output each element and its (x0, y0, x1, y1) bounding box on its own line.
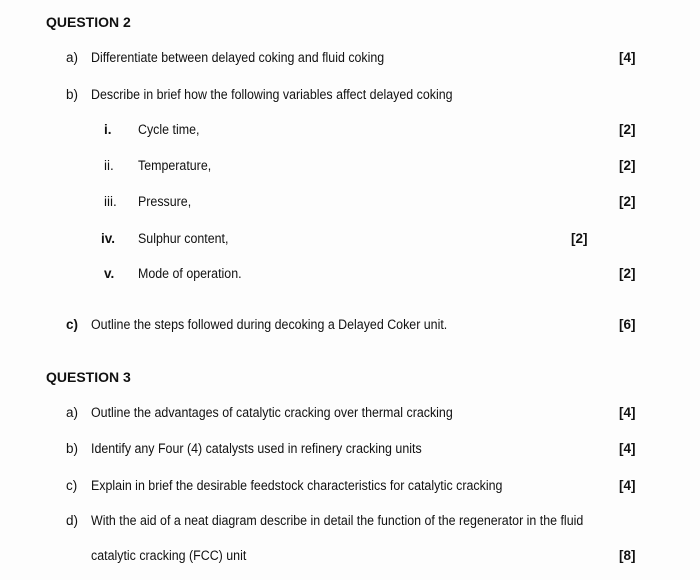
q2b-iii-marks: [2] (619, 194, 636, 209)
q2b-iv-marks: [2] (571, 231, 588, 246)
q2b-i-marks: [2] (619, 122, 636, 137)
q2c-label: c) (66, 317, 79, 332)
q2c-text: Outline the steps followed during decoking a Delayed Coker unit. (91, 317, 448, 332)
q3c-label: c) (66, 478, 78, 493)
q3d-marks: [8] (619, 548, 636, 563)
q3a-marks: [4] (619, 405, 636, 420)
q2b-label: b) (66, 87, 79, 102)
q2b-ii-marks: [2] (619, 158, 636, 173)
q3a-text: Outline the advantages of catalytic cracking over thermal cracking (91, 405, 453, 420)
question-2-heading: QUESTION 2 (46, 14, 131, 30)
q3c-marks: [4] (619, 478, 636, 493)
q2b-ii-numeral: ii. (104, 158, 114, 173)
q2b-i-text: Cycle time, (138, 122, 200, 137)
q3d-text-line2: catalytic cracking (FCC) unit (91, 548, 247, 563)
q2a-text: Differentiate between delayed coking and fluid coking (91, 50, 385, 65)
q2c-marks: [6] (619, 317, 636, 332)
q2b-iv-text: Sulphur content, (138, 231, 229, 246)
q2b-iii-numeral: iii. (104, 194, 117, 209)
q3d-text-line1: With the aid of a neat diagram describe in detail the function of the regenerator in the fluid (91, 513, 584, 528)
q3b-marks: [4] (619, 441, 636, 456)
q2b-v-text: Mode of operation. (138, 266, 242, 281)
q3d-label: d) (66, 513, 79, 528)
q3b-label: b) (66, 441, 79, 456)
q2b-i-numeral: i. (104, 122, 112, 137)
q3b-text: Identify any Four (4) catalysts used in refinery cracking units (91, 441, 422, 456)
q2b-v-numeral: v. (104, 266, 115, 281)
q2b-ii-text: Temperature, (138, 158, 212, 173)
q2a-marks: [4] (619, 50, 636, 65)
q2b-iv-numeral: iv. (101, 231, 116, 246)
q2b-v-marks: [2] (619, 266, 636, 281)
q2b-iii-text: Pressure, (138, 194, 192, 209)
q2b-text: Describe in brief how the following variables affect delayed coking (91, 87, 453, 102)
q2a-label: a) (66, 50, 79, 65)
q3a-label: a) (66, 405, 79, 420)
q3c-text: Explain in brief the desirable feedstock characteristics for catalytic cracking (91, 478, 503, 493)
question-3-heading: QUESTION 3 (46, 369, 131, 385)
